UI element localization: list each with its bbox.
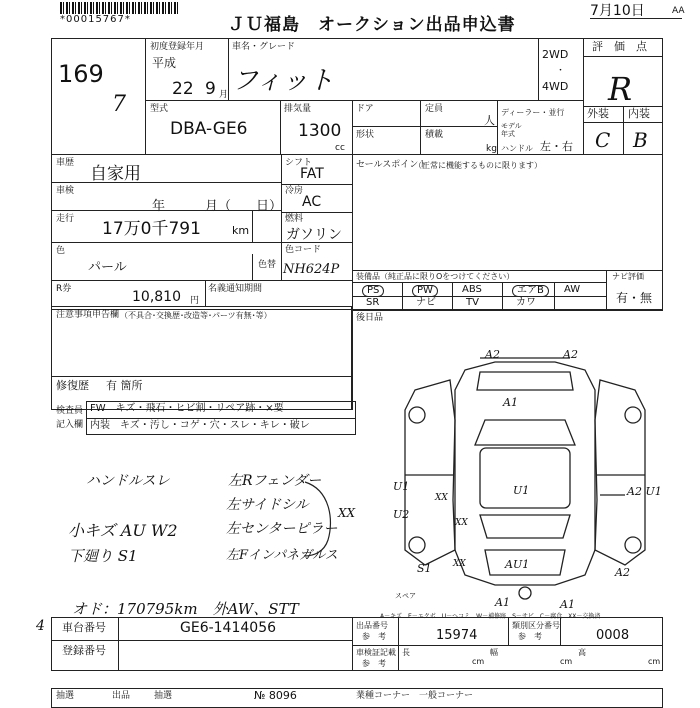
equip-item-bottom: TV bbox=[466, 297, 479, 308]
chassis-label: 車台番号 bbox=[62, 621, 106, 634]
color-code-value: NH624P bbox=[283, 262, 340, 277]
color-label: 色 bbox=[56, 246, 66, 256]
nav-eval-label: ナビ評価 bbox=[612, 272, 644, 281]
mark-a2-br: A2 bbox=[615, 566, 630, 579]
equip-item-bottom: ナビ bbox=[416, 297, 436, 308]
inspector-row-1: FW キズ・飛石・ヒビ割・リペア跡・×要 bbox=[90, 403, 284, 414]
equip-item-top: AW bbox=[564, 284, 581, 295]
equip-item-top: エアB bbox=[512, 285, 549, 297]
grade-label: 評 価 点 bbox=[592, 40, 647, 53]
dims-ref: 参 考 bbox=[362, 659, 386, 668]
mark-u1-left: U1 bbox=[393, 480, 410, 493]
notes-label: 注意事項申告欄 bbox=[56, 310, 120, 320]
meishou-label: 名義通知期間 bbox=[208, 284, 263, 294]
category-ref: 参 考 bbox=[518, 632, 542, 641]
recycle-value: 10,810 bbox=[132, 289, 181, 305]
notes-box bbox=[51, 306, 352, 410]
fuel-value: ガソリン bbox=[286, 227, 342, 243]
mark-a1-b2: A1 bbox=[560, 598, 575, 611]
interior-value: B bbox=[633, 128, 648, 152]
note-left-2: 小キズ AU W2 bbox=[68, 521, 178, 540]
registration-label: 登録番号 bbox=[62, 644, 106, 657]
exhibit-ref: 参 考 bbox=[362, 632, 386, 641]
inspector-row-2: 内装 キズ・汚し・コゲ・穴・スレ・キレ・破レ bbox=[90, 420, 310, 431]
sales-point-sub: （正常に機能するものに限ります） bbox=[414, 161, 542, 170]
nav-eval-value: 有・無 bbox=[616, 291, 653, 305]
notes-sub: （不具合･交換歴･改造等･パーツ有無･等） bbox=[120, 311, 272, 320]
margin-mark: 4 bbox=[36, 618, 45, 634]
doors-label: ドア bbox=[356, 104, 374, 114]
capacity-label: 定員 bbox=[425, 104, 444, 114]
color-value: パール bbox=[88, 260, 127, 275]
mileage-value: 17万0千791 bbox=[102, 219, 201, 239]
drive-dot: ・ bbox=[556, 66, 566, 76]
footer-left-3: 抽選 bbox=[154, 691, 173, 701]
exterior-label: 外装 bbox=[587, 107, 609, 120]
mark-a2-left: A2 bbox=[485, 348, 500, 361]
first-reg-era: 平成 bbox=[152, 56, 177, 70]
fuel-label: 燃料 bbox=[285, 214, 304, 224]
exhibit-label: 出品番号 bbox=[356, 621, 388, 630]
mark-u2-left: U2 bbox=[393, 508, 410, 521]
displacement-unit: cc bbox=[335, 143, 345, 153]
exhibit-value: 15974 bbox=[436, 628, 478, 643]
displacement-label: 排気量 bbox=[284, 104, 312, 114]
equip-item-top: PW bbox=[412, 285, 438, 297]
car-name: フィット bbox=[232, 66, 334, 96]
displacement-value: 1300 bbox=[298, 121, 342, 141]
bracket-mark bbox=[300, 480, 340, 560]
repair-value: 有 箇所 bbox=[106, 379, 143, 392]
svg-text:XX: XX bbox=[435, 493, 448, 503]
dims-unit-1: cm bbox=[472, 657, 485, 666]
load-label: 積載 bbox=[425, 130, 444, 140]
first-reg-month-unit: 月 bbox=[219, 90, 229, 100]
mark-au1: AU1 bbox=[505, 558, 530, 571]
mileage-unit: km bbox=[232, 224, 250, 237]
dims-unit-3: cm bbox=[648, 657, 661, 666]
note-left-1: ハンドルスレ bbox=[86, 473, 170, 489]
load-unit: kg bbox=[486, 144, 497, 154]
equipment-label: 装備品（純正品に限りOをつけてください） bbox=[356, 272, 515, 281]
note-right-2: 左サイドシル bbox=[226, 497, 309, 513]
footer-left-2: 出品 bbox=[112, 691, 131, 701]
category-label: 類別区分番号 bbox=[512, 621, 560, 630]
date-suffix: AA bbox=[672, 6, 685, 16]
shift-label: シフト bbox=[285, 158, 313, 168]
shaken-day: 日） bbox=[256, 199, 283, 214]
footer-number: № 8096 bbox=[254, 689, 297, 702]
repaint-label: 色替 bbox=[258, 260, 277, 270]
mark-a1-b1: A1 bbox=[495, 596, 510, 609]
inspector-label-1: 検査員 bbox=[56, 406, 84, 416]
footer-left-1: 抽選 bbox=[56, 691, 75, 701]
grade-value: R bbox=[608, 70, 633, 108]
model-year-label: モデル 年式 bbox=[501, 122, 522, 138]
svg-text:XX: XX bbox=[453, 559, 466, 569]
interior-label: 内装 bbox=[628, 107, 650, 120]
dims-unit-2: cm bbox=[560, 657, 573, 666]
drive-2wd: 2WD bbox=[542, 48, 569, 61]
dims-width: 幅 bbox=[490, 648, 498, 657]
mileage-label: 走行 bbox=[56, 214, 75, 224]
dims-label: 車検証記載 bbox=[356, 648, 396, 657]
first-reg-month: 9 bbox=[205, 79, 216, 99]
model-label: 型式 bbox=[150, 104, 169, 114]
sales-point-label: セールスポイント bbox=[356, 160, 428, 170]
equip-item-bottom: SR bbox=[366, 297, 380, 308]
car-damage-diagram bbox=[393, 348, 662, 611]
inspector-label-2: 記入欄 bbox=[56, 420, 84, 430]
barcode-number: *00015767* bbox=[60, 14, 131, 25]
note-odo: オド：170795km 外AW、STT bbox=[72, 600, 299, 618]
legend-row-1: A－キズ E－エクボ U－ヘコミ W－補修跡 S－サビ C－腐食 XX－交換済 bbox=[380, 613, 601, 620]
rear-seat-label: 後日品 bbox=[356, 313, 384, 323]
recycle-unit: 円 bbox=[190, 296, 200, 306]
model-value: DBA-GE6 bbox=[170, 119, 248, 139]
lot-number: 169 bbox=[58, 60, 104, 88]
handle-label: ハンドル bbox=[501, 144, 533, 153]
handle-value: 左・右 bbox=[540, 140, 573, 153]
exterior-value: C bbox=[595, 128, 611, 152]
note-right-4: 左Fインパネガルス bbox=[226, 548, 338, 563]
shaken-month: 月（ bbox=[205, 199, 232, 214]
usage-value: 自家用 bbox=[90, 164, 141, 184]
first-reg-year: 22 bbox=[172, 79, 194, 99]
barcode bbox=[60, 2, 180, 14]
car-name-label: 車名・グレード bbox=[232, 42, 296, 52]
footer-right: 業種コーナー 一般コーナー bbox=[356, 691, 474, 701]
dims-height: 高 bbox=[578, 648, 586, 657]
aircon-value: AC bbox=[302, 194, 322, 210]
svg-text:XX: XX bbox=[455, 518, 468, 528]
note-xx: XX bbox=[338, 506, 356, 520]
shift-value: FAT bbox=[300, 166, 324, 182]
mark-a2u1-right: A2 U1 bbox=[627, 485, 662, 498]
recycle-label: R券 bbox=[56, 284, 72, 294]
sheet-title: ＪＵ福島 オークション出品申込書 bbox=[228, 15, 516, 35]
shaken-label: 車検 bbox=[56, 186, 75, 196]
mark-a1-top: A1 bbox=[503, 396, 518, 409]
first-reg-label: 初度登録年月 bbox=[150, 42, 205, 52]
shaken-year: 年 bbox=[152, 199, 166, 214]
auction-date: 7月10日 bbox=[590, 3, 645, 19]
spare-label: スペア bbox=[395, 592, 416, 600]
chassis-value: GE6-1414056 bbox=[180, 620, 277, 636]
capacity-mark: 人 bbox=[484, 114, 495, 127]
shape-label: 形状 bbox=[356, 130, 375, 140]
dealer-label: ディーラー・並行 bbox=[501, 108, 565, 117]
equip-item-top: ABS bbox=[462, 284, 482, 295]
note-right-3: 左センターピラー bbox=[226, 521, 338, 537]
dims-length: 長 bbox=[402, 648, 410, 657]
note-right-1: 左Rフェンダー bbox=[228, 473, 322, 489]
usage-label: 車歴 bbox=[56, 158, 75, 168]
mark-s1: S1 bbox=[417, 562, 432, 575]
drive-4wd: 4WD bbox=[542, 80, 569, 93]
mark-u1-center: U1 bbox=[513, 484, 530, 497]
equip-item-top: PS bbox=[362, 285, 384, 297]
aircon-label: 冷房 bbox=[285, 186, 304, 196]
repair-label: 修復歴 bbox=[56, 379, 89, 392]
color-code-label: 色コード bbox=[285, 245, 322, 255]
note-left-3: 下廻り S1 bbox=[68, 547, 138, 565]
equip-item-bottom: カワ bbox=[516, 297, 536, 308]
lot-hand-mark: 7 bbox=[112, 92, 126, 117]
mark-a2-right: A2 bbox=[563, 348, 578, 361]
category-value: 0008 bbox=[596, 628, 630, 643]
